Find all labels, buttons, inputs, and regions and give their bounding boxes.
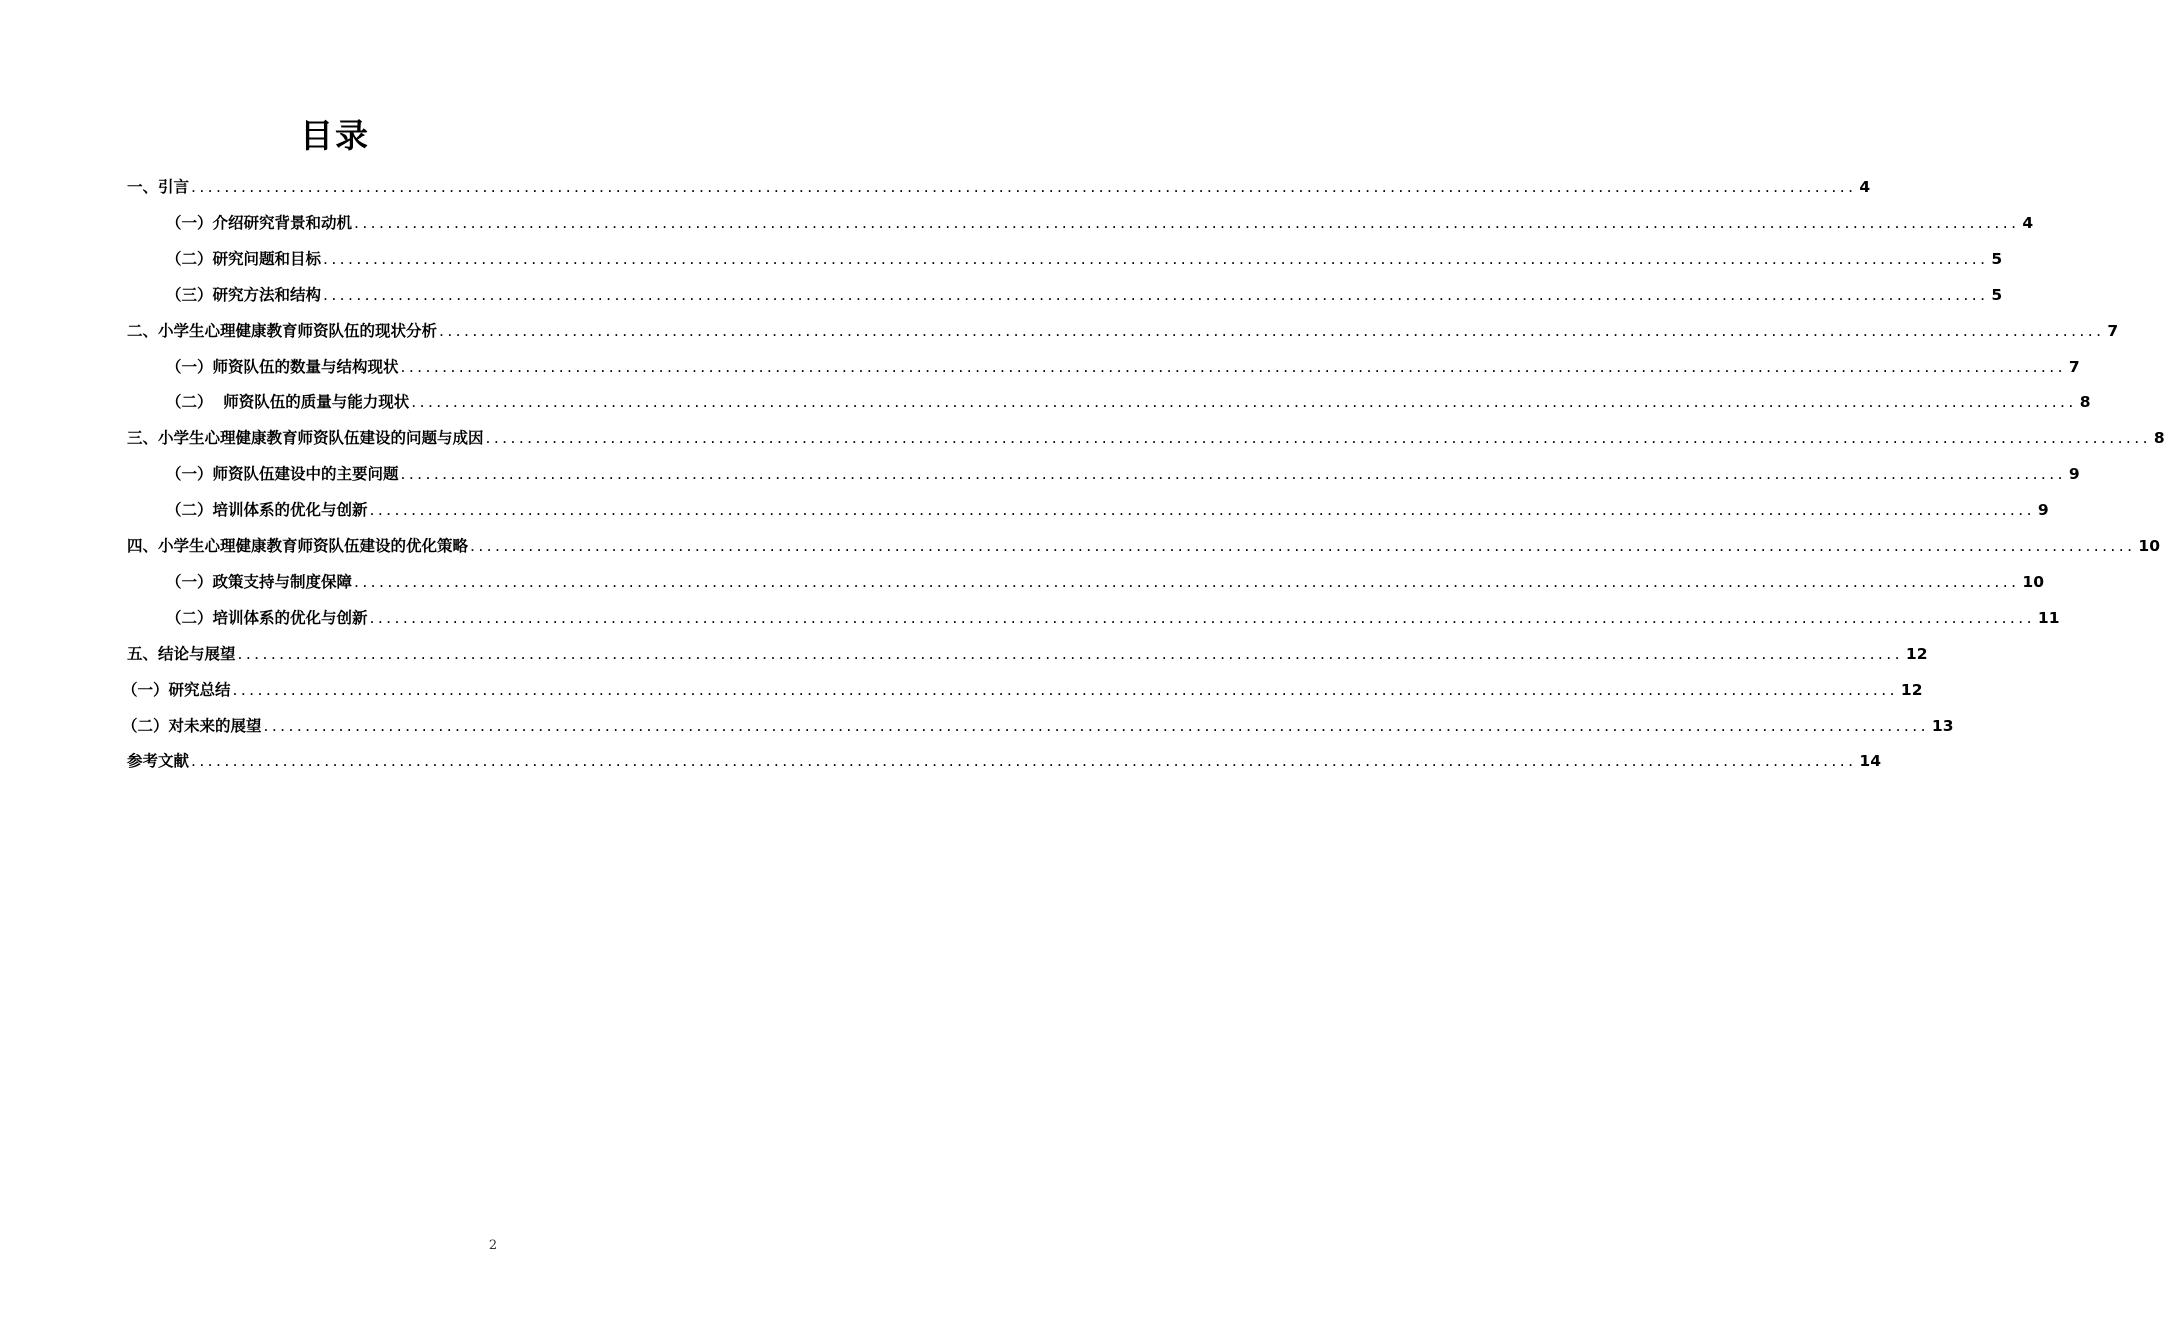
toc-entry[interactable] xyxy=(166,354,2080,380)
toc-leader-dots: ........................................................................................................................................................................................................ xyxy=(439,321,2105,340)
toc-leader-dots: ........................................................................................................................................................................................................ xyxy=(191,752,1857,771)
toc-entry-page: 7 xyxy=(2107,321,2119,340)
toc-entry-page: 8 xyxy=(2079,393,2091,412)
toc-entry[interactable] xyxy=(127,748,1881,774)
toc-entry-label: 四、小学生心理健康教育师资队伍建设的优化策略 xyxy=(127,537,469,555)
toc-entry-page: 4 xyxy=(1859,178,1871,196)
toc-leader-dots: ........................................................................................................................................................................................................ xyxy=(263,716,1929,735)
toc-entry[interactable] xyxy=(166,282,2003,308)
toc-leader-dots: ........................................................................................................................................................................................................ xyxy=(485,429,2151,448)
toc-entry[interactable] xyxy=(166,246,2003,272)
toc-entry-page: 14 xyxy=(1859,752,1881,771)
toc-entry-page: 9 xyxy=(2037,501,2049,520)
toc-leader-dots: ........................................................................................................................................................................................................ xyxy=(323,285,1989,304)
toc-entry[interactable] xyxy=(166,605,2060,631)
toc-entry-page: 10 xyxy=(2138,537,2160,555)
toc-entry[interactable] xyxy=(127,174,1871,200)
toc-entry-label: （二）培训体系的优化与创新 xyxy=(166,501,368,520)
toc-leader-dots: ........................................................................................................................................................................................................ xyxy=(369,501,2035,520)
toc-entry-label: （二）对未来的展望 xyxy=(122,716,262,735)
toc-entry[interactable] xyxy=(127,425,2165,451)
toc-entry-page: 13 xyxy=(1931,716,1954,735)
toc-entry-label: 参考文献 xyxy=(127,752,190,771)
toc-entry-label: 二、小学生心理健康教育师资队伍的现状分析 xyxy=(127,321,438,340)
toc-leader-dots: ........................................................................................................................................................................................................ xyxy=(400,465,2066,484)
toc-entry[interactable] xyxy=(166,210,2034,236)
toc-entry-label: （一）师资队伍建设中的主要问题 xyxy=(166,465,399,484)
toc-entry-label: 一、引言 xyxy=(127,178,190,196)
toc-entry-page: 7 xyxy=(2068,357,2080,376)
toc-entry-page: 4 xyxy=(2022,213,2034,232)
toc-entry-label: （一）师资队伍的数量与结构现状 xyxy=(166,357,399,376)
toc-entry[interactable] xyxy=(127,641,1928,667)
page-title: 目录 xyxy=(300,116,370,155)
toc-leader-dots: ........................................................................................................................................................................................................ xyxy=(191,178,1857,196)
toc-entry-label: （三）研究方法和结构 xyxy=(166,285,322,304)
toc-leader-dots: ........................................................................................................................................................................................................ xyxy=(323,249,1989,268)
toc-leader-dots: ........................................................................................................................................................................................................ xyxy=(400,357,2066,376)
toc-entry-page: 10 xyxy=(2022,572,2044,591)
toc-entry-label: （一）政策支持与制度保障 xyxy=(166,572,353,591)
toc-entry-page: 5 xyxy=(1991,285,2003,304)
toc-entry-page: 12 xyxy=(1900,680,1923,699)
toc-entry-label: （二）研究问题和目标 xyxy=(166,249,322,268)
toc-entry-page: 12 xyxy=(1905,644,1928,663)
toc-entry-label: 三、小学生心理健康教育师资队伍建设的问题与成因 xyxy=(127,429,484,448)
toc-entry[interactable] xyxy=(127,533,2160,559)
toc-leader-dots: ........................................................................................................................................................................................................ xyxy=(369,608,2035,627)
toc-leader-dots: ........................................................................................................................................................................................................ xyxy=(237,644,1903,663)
page-number: 2 xyxy=(488,1238,498,1253)
toc-entry-page: 11 xyxy=(2037,608,2060,627)
toc-entry-label: 五、结论与展望 xyxy=(127,644,236,663)
toc-entry[interactable] xyxy=(166,389,2091,415)
toc-entry-label: （二） 师资队伍的质量与能力现状 xyxy=(166,393,410,412)
toc-entry[interactable] xyxy=(122,713,1954,739)
toc-entry-page: 9 xyxy=(2068,465,2080,484)
toc-entry[interactable] xyxy=(166,497,2049,523)
toc-entry-label: （二）培训体系的优化与创新 xyxy=(166,608,368,627)
toc-entry-label: （一）研究总结 xyxy=(122,680,231,699)
toc-entry[interactable] xyxy=(127,318,2119,344)
toc-leader-dots: ........................................................................................................................................................................................................ xyxy=(354,213,2020,232)
toc-entry-page: 5 xyxy=(1991,249,2003,268)
toc-leader-dots: ........................................................................................................................................................................................................ xyxy=(411,393,2077,412)
toc-entry[interactable] xyxy=(166,461,2080,487)
toc-leader-dots: ........................................................................................................................................................................................................ xyxy=(232,680,1898,699)
toc-entry[interactable] xyxy=(166,569,2044,595)
toc-leader-dots: ........................................................................................................................................................................................................ xyxy=(470,537,2136,555)
toc-entry[interactable] xyxy=(122,677,1923,703)
toc-entry-label: （一）介绍研究背景和动机 xyxy=(166,213,353,232)
toc-leader-dots: ........................................................................................................................................................................................................ xyxy=(354,572,2020,591)
toc-entry-page: 8 xyxy=(2153,429,2165,448)
